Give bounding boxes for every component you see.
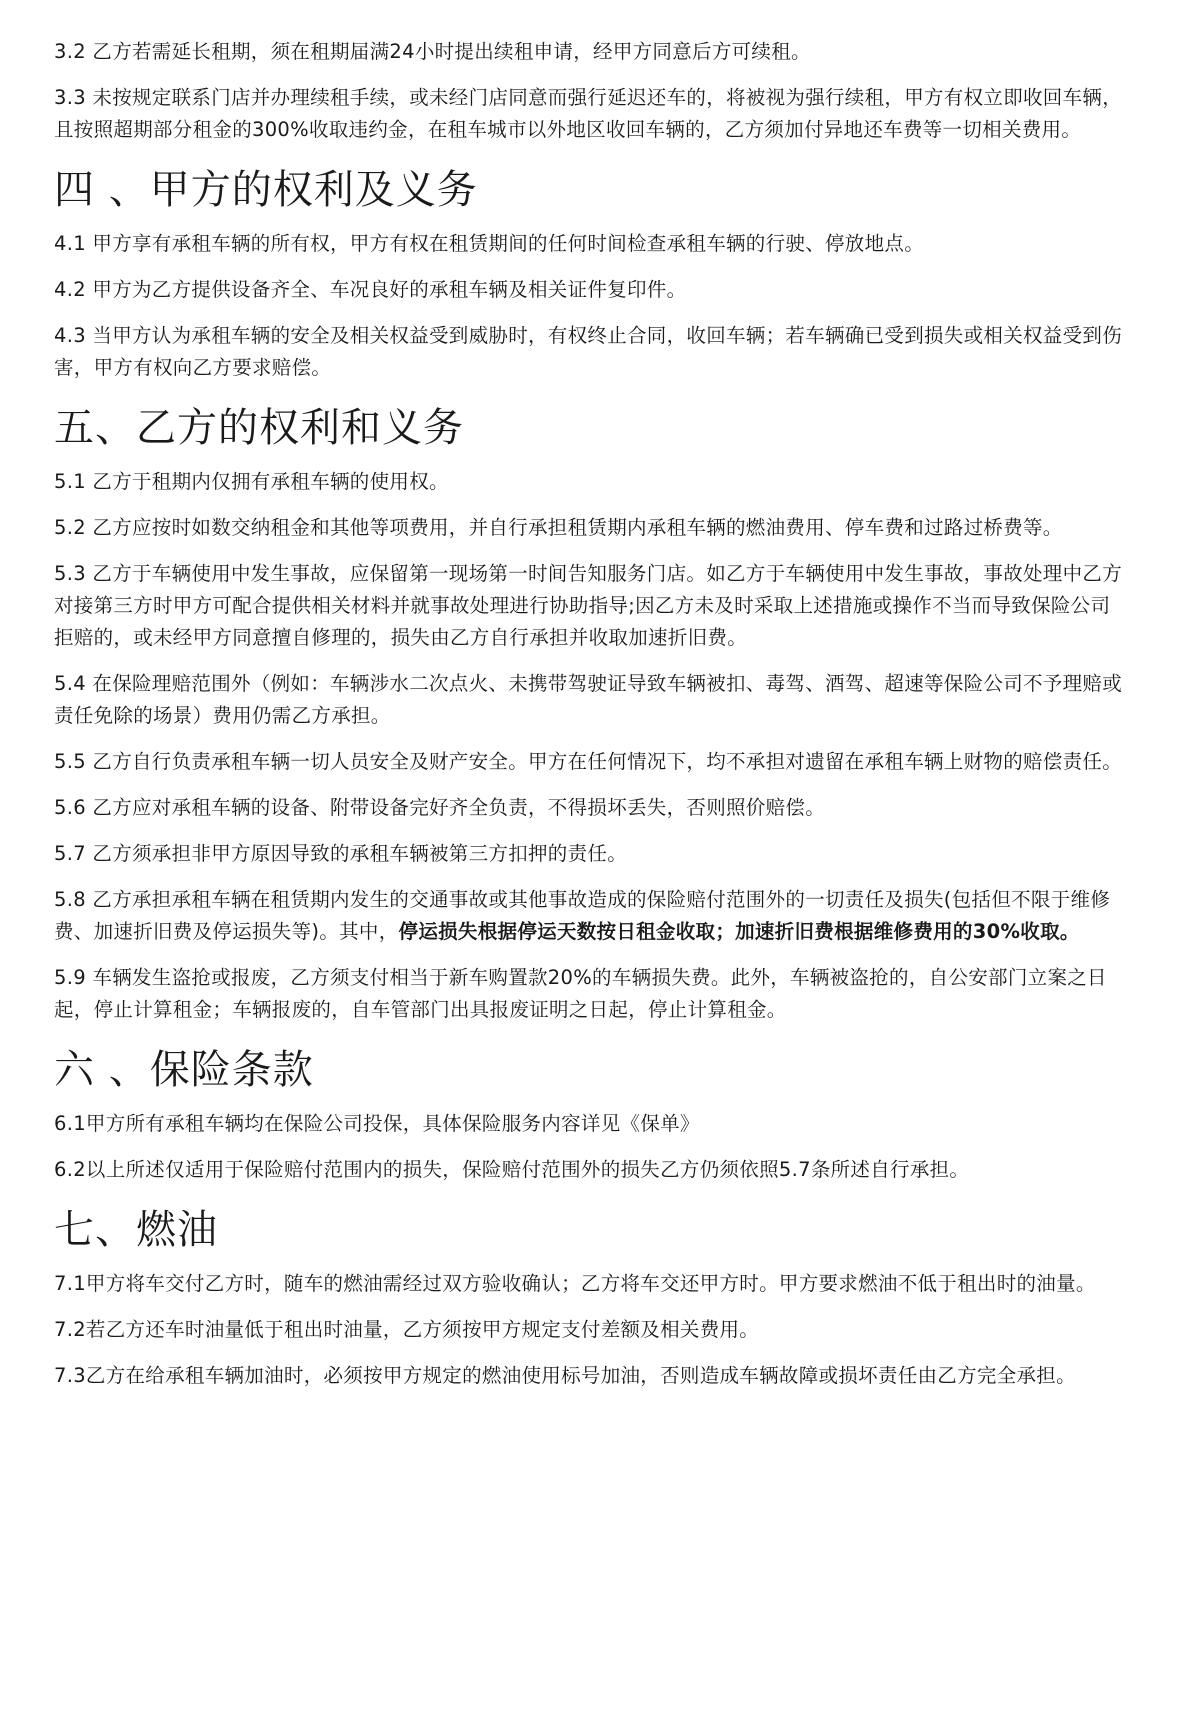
clause-5-1: 5.1 乙方于租期内仅拥有承租车辆的使用权。 [54, 470, 449, 493]
clause-5-8-text: 5.8 乙方承担承租车辆在租赁期内发生的交通事故或其他事故造成的保险赔付范围外的一切责任及损失(包括但不限于维修费、加速折旧费及停运损失等)。其中， [54, 888, 1111, 943]
clause-7-3: 7.3乙方在给承租车辆加油时，必须按甲方规定的燃油使用标号加油，否则造成车辆故障或损坏责任由乙方完全承担。 [54, 1364, 1076, 1387]
clause-5-4: 5.4 在保险理赔范围外（例如：车辆涉水二次点火、未携带驾驶证导致车辆被扣、毒驾、酒驾、超速等保险公司不予理赔或责任免除的场景）费用仍需乙方承担。 [54, 672, 1123, 727]
section-6-heading: 六 、保险条款 [54, 1047, 314, 1093]
section-4-heading: 四 、甲方的权利及义务 [54, 167, 478, 213]
clause-3-3: 3.3 未按规定联系门店并办理续租手续，或未经门店同意而强行延迟还车的，将被视为强行续租，甲方有权立即收回车辆，且按照超期部分租金的300%收取违约金，在租车城市以外地区收回车辆的，乙方须加付异地还车费等一切相关费用。 [54, 86, 1123, 141]
clause-6-1: 6.1甲方所有承租车辆均在保险公司投保，具体保险服务内容详见《保单》 [54, 1112, 700, 1135]
clause-4-2: 4.2 甲方为乙方提供设备齐全、车况良好的承租车辆及相关证件复印件。 [54, 278, 687, 301]
clause-5-8-bold-text: 停运损失根据停运天数按日租金收取；加速折旧费根据维修费用的30%收取。 [398, 920, 1080, 943]
clause-5-5: 5.5 乙方自行负责承租车辆一切人员安全及财产安全。甲方在任何情况下，均不承担对遗留在承租车辆上财物的赔偿责任。 [54, 750, 1123, 773]
clause-7-1: 7.1甲方将车交付乙方时，随车的燃油需经过双方验收确认；乙方将车交还甲方时。甲方要求燃油不低于租出时的油量。 [54, 1272, 1096, 1295]
clause-3-2: 3.2 乙方若需延长租期，须在租期届满24小时提出续租申请，经甲方同意后方可续租。 [54, 40, 811, 63]
clause-5-3: 5.3 乙方于车辆使用中发生事故，应保留第一现场第一时间告知服务门店。如乙方于车辆使用中发生事故，事故处理中乙方对接第三方时甲方可配合提供相关材料并就事故处理进行协助指导;因乙方未及时采取上述措施或操作不当而导致保险公司拒赔的，或未经甲方同意擅自修理的，损失由乙方自行承担并收取加速折旧费。 [54, 562, 1123, 649]
clause-4-1: 4.1 甲方享有承租车辆的所有权，甲方有权在租赁期间的任何时间检查承租车辆的行驶、停放地点。 [54, 232, 925, 255]
clause-4-3: 4.3 当甲方认为承租车辆的安全及相关权益受到威胁时，有权终止合同，收回车辆；若车辆确已受到损失或相关权益受到伤害，甲方有权向乙方要求赔偿。 [54, 324, 1123, 379]
clause-5-7: 5.7 乙方须承担非甲方原因导致的承租车辆被第三方扣押的责任。 [54, 842, 628, 865]
clause-5-6: 5.6 乙方应对承租车辆的设备、附带设备完好齐全负责，不得损坏丢失，否则照价赔偿。 [54, 796, 826, 819]
section-5-heading: 五、乙方的权利和义务 [54, 405, 464, 451]
clause-5-9: 5.9 车辆发生盗抢或报废，乙方须支付相当于新车购置款20%的车辆损失费。此外，车辆被盗抢的，自公安部门立案之日起，停止计算租金；车辆报废的，自车管部门出具报废证明之日起，停止计算租金。 [54, 966, 1107, 1021]
clause-5-8 [54, 884, 1129, 948]
clause-7-2: 7.2若乙方还车时油量低于租出时油量，乙方须按甲方规定支付差额及相关费用。 [54, 1318, 760, 1341]
section-7-heading: 七、燃油 [54, 1207, 218, 1253]
clause-5-2: 5.2 乙方应按时如数交纳租金和其他等项费用，并自行承担租赁期内承租车辆的燃油费用、停车费和过路过桥费等。 [54, 516, 1063, 539]
clause-6-2: 6.2以上所述仅适用于保险赔付范围内的损失，保险赔付范围外的损失乙方仍须依照5.7条所述自行承担。 [54, 1158, 970, 1181]
